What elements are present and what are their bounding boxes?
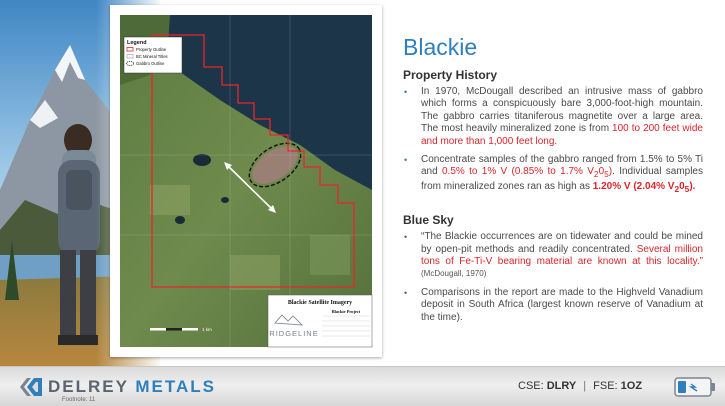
battery-icon	[674, 376, 716, 403]
map-legend	[124, 37, 182, 73]
bullet-icon: •	[404, 87, 408, 97]
bullet-icon: •	[404, 232, 408, 243]
bullet-icon: •	[404, 287, 408, 298]
map-project: Blackie Project	[331, 309, 361, 314]
legend-item-titles: BC Mineral Titles	[136, 54, 168, 59]
list-item: • In 1970, McDougall described an intrusive mass of gabbro which forms a conspicuously bare 3,000-foot-high mountain. The gabbro carries titaniferous magnetite over a large area. The most heavily mineralized zone is from 100 to 200 feet wide and more than 1,000 feet long.	[404, 86, 703, 147]
list-item: • “The Blackie occurrences are on tidewater and could be mined by open-pit methods and readily concentrated. Several million tons of Fe-Ti-V bearing material are known at this locality.” (McDougall, 1970)	[404, 231, 703, 279]
footnote-label: Footnote: 11	[62, 397, 96, 403]
scale-label: 1 km	[202, 327, 212, 332]
bullet-icon: •	[404, 155, 408, 166]
property-history-list	[403, 86, 703, 195]
satellite-map	[110, 5, 382, 357]
map-title: Blackie Satellite Imagery	[287, 300, 353, 306]
content-panel	[403, 34, 703, 330]
map-title-block	[268, 295, 372, 347]
footer-bar	[0, 366, 725, 406]
ticker-symbols: CSE: DLRY | FSE: 1OZ	[518, 380, 643, 392]
ridgeline-label: RIDGELINE	[269, 329, 319, 338]
list-item: • Comparisons in the report are made to the Highveld Vanadium deposit in South Africa (largest known reserve of Vanadium at the time).	[404, 286, 703, 323]
delrey-logo-icon	[18, 376, 44, 403]
list-item: • Concentrate samples of the gabbro ranged from 1.5% to 5% Ti and 0.5% to 1% V (0.85% to 1.7% $V_20_5$). Individual samples from mineralized zones ran as high as 1.20% V (2.04% $V_20_5$).	[404, 154, 703, 194]
blue-sky-heading: Blue Sky	[403, 213, 454, 228]
brand-name: DELREY METALS	[48, 377, 217, 396]
property-history-heading: Property History	[403, 68, 498, 82]
legend-item-gabbro: Gabbro Outline	[136, 61, 165, 66]
legend-title: Legend	[127, 40, 147, 46]
blue-sky-list	[403, 231, 703, 324]
legend-item-property: Property Outline	[136, 47, 167, 52]
page-title: Blackie	[403, 34, 478, 60]
